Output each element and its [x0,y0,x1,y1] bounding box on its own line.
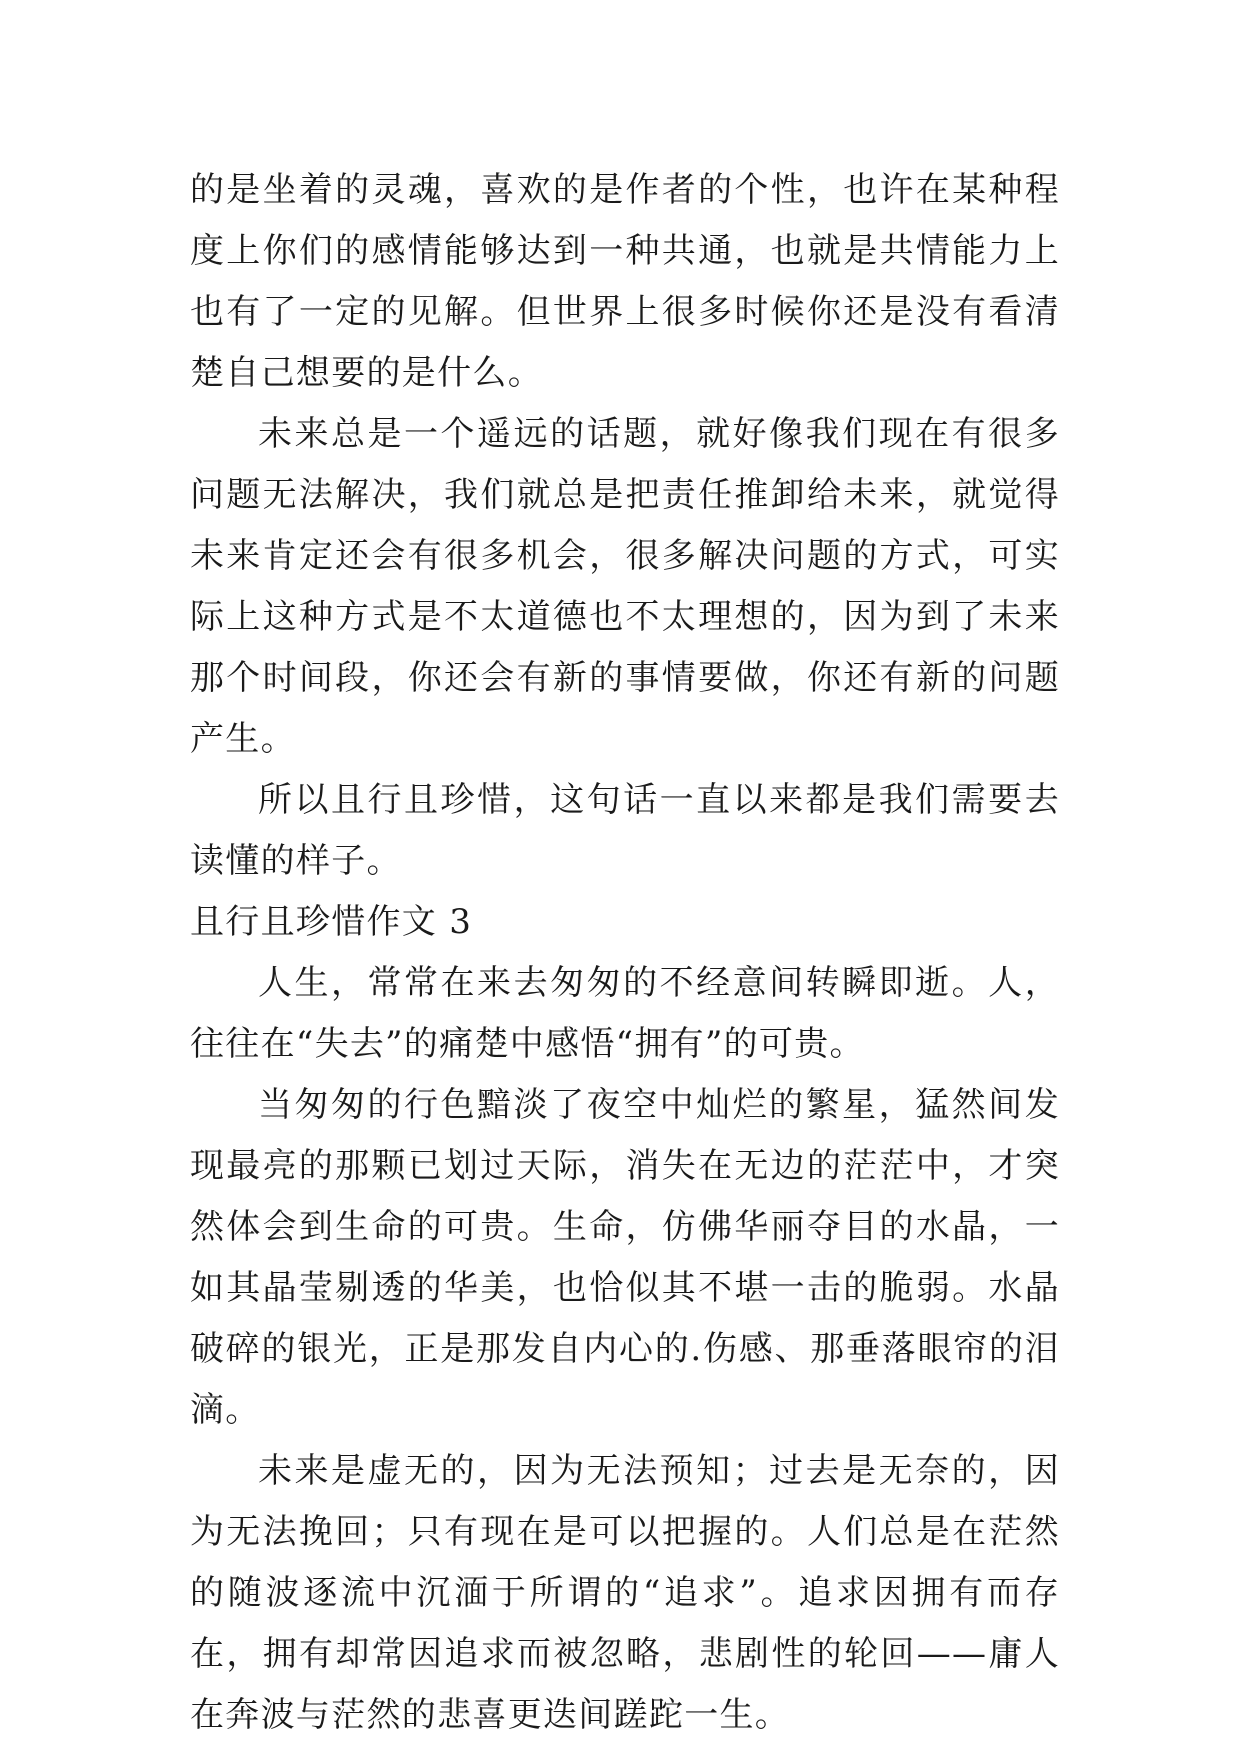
paragraph: 未来是虚无的，因为无法预知；过去是无奈的，因为无法挽回；只有现在是可以把握的。人们总是在茫然的随波逐流中沉湎于所谓的“追求”。追求因拥有而存在，拥有却常因追求而被忽略，悲剧性的轮回——庸人在奔波与茫然的悲喜更迭间蹉跎一生。 [190,1451,1060,1735]
paragraph: 未来总是一个遥远的话题，就好像我们现在有很多问题无法解决，我们就总是把责任推卸给未来，就觉得未来肯定还会有很多机会，很多解决问题的方式，可实际上这种方式是不太道德也不太理想的，因为到了未来那个时间段，你还会有新的事情要做，你还有新的问题产生。 [190,414,1060,759]
paragraph: 当匆匆的行色黯淡了夜空中灿烂的繁星，猛然间发现最亮的那颗已划过天际，消失在无边的茫茫中，才突然体会到生命的可贵。生命，仿佛华丽夺目的水晶，一如其晶莹剔透的华美，也恰似其不堪一击的脆弱。水晶破碎的银光，正是那发自内心的.伤感、那垂落眼帘的泪滴。 [190,1085,1060,1430]
section-heading: 且行且珍惜作文 3 [190,902,473,942]
document-page [190,160,1060,1746]
paragraph: 所以且行且珍惜，这句话一直以来都是我们需要去读懂的样子。 [190,780,1060,881]
paragraph: 人生，常常在来去匆匆的不经意间转瞬即逝。人，往往在“失去”的痛楚中感悟“拥有”的可贵。 [190,963,1060,1064]
paragraph: 的是坐着的灵魂，喜欢的是作者的个性，也许在某种程度上你们的感情能够达到一种共通，也就是共情能力上也有了一定的见解。但世界上很多时候你还是没有看清楚自己想要的是什么。 [190,170,1060,393]
